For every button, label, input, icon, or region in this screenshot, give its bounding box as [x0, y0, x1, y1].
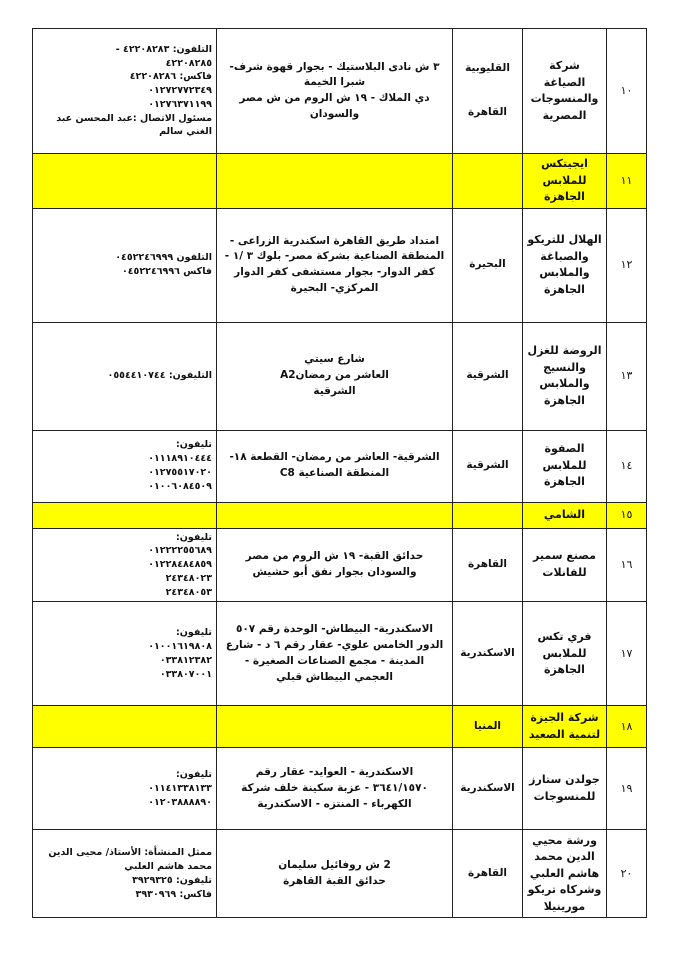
address	[217, 502, 453, 528]
phone-info-line: ٠١٢٠٣٨٨٨٨٩٠	[148, 796, 212, 808]
row-number: ١٩	[607, 748, 647, 830]
phone-info	[33, 528, 217, 602]
row-number: ١٧	[607, 602, 647, 706]
phone-info	[33, 748, 217, 830]
address-line: المنطقة الصناعية C8	[279, 467, 390, 479]
phone-info-line: مسئول الاتصال :عبد المحسن عبد	[56, 112, 212, 124]
phone-info-line: ٢٤٣٤٨٠٥٣	[165, 586, 212, 598]
phone-info-line: التليفون: ٠٥٥٤٤١٠٧٤٤	[107, 370, 212, 382]
company-name: الهلال للتريكو والصباغة والملابس الجاهزة	[523, 208, 607, 322]
phone-info	[33, 154, 217, 209]
address	[217, 748, 453, 830]
company-name: الشامي	[523, 502, 607, 528]
phone-info-line: ٠١٢٢٨٤٨٤٨٥٩	[148, 559, 212, 571]
governorate	[453, 322, 523, 430]
governorate-line: المنيا	[473, 719, 502, 732]
table-row	[33, 528, 647, 602]
address-line: كفر الدوار- بجوار مستشفى كفر الدوار	[234, 266, 435, 278]
governorate-line: القاهرة	[467, 558, 508, 571]
governorate	[453, 154, 523, 209]
address-line: 2 ش روفائيل سليمان	[278, 859, 391, 872]
phone-info-line: ٠١٢٢٢٢٥٥٦٨٩	[148, 545, 212, 557]
governorate	[453, 706, 523, 748]
table-row	[33, 830, 647, 918]
phone-info	[33, 29, 217, 154]
row-number: ١٢	[607, 208, 647, 322]
row-number: ١٥	[607, 502, 647, 528]
table-row	[33, 154, 647, 209]
address	[217, 154, 453, 209]
address	[217, 602, 453, 706]
governorate	[453, 208, 523, 322]
phone-info	[33, 430, 217, 502]
company-name: شركة الصياغة والمنسوجات المصرية	[523, 29, 607, 154]
address-line: الكهرباء - المنتزه - الاسكندرية	[257, 797, 412, 810]
phone-info-line: ٠١١٤١٣٣٨١٣٣	[148, 782, 212, 794]
governorate-line: القليوبية	[465, 62, 510, 75]
governorate-line: الشرقية	[466, 369, 509, 382]
address-line: الاسكندرية - العوايد- عقار رقم	[255, 766, 414, 779]
address-line: الشرقية- العاشر من رمضان- القطعة ١٨-	[229, 451, 440, 464]
phone-info-line: ممثل المنشأة: الأستاذ/ محيى الدين	[48, 847, 212, 859]
phone-info	[33, 706, 217, 748]
row-number: ١٠	[607, 29, 647, 154]
table-row	[33, 29, 647, 154]
phone-info-line: تليفون:	[175, 627, 212, 639]
address-line: والسودان بجوار نفق أبو حشيش	[252, 565, 417, 578]
company-name: جولدن ستارز للمنسوجات	[523, 748, 607, 830]
address-line: حدائق القبة- ١٩ ش الروم من مصر	[245, 550, 424, 563]
address-line: شبرا الخيمة	[303, 76, 366, 89]
phone-info-line: محمد هاشم العلبي	[124, 861, 212, 873]
phone-info-line: ٠١١١٨٩١٠٤٤٤	[148, 453, 212, 465]
phone-info-line: تليفون:	[175, 531, 212, 543]
address	[217, 830, 453, 918]
phone-info-line: ٠٣٣٨٠٧٠٠١	[159, 668, 212, 680]
row-number: ١٣	[607, 322, 647, 430]
governorate	[453, 430, 523, 502]
governorate	[453, 830, 523, 918]
company-name: ورشة محيي الدين محمد هاشم العلبي وشركاه تريكو مورينيلا	[523, 830, 607, 918]
table-row	[33, 748, 647, 830]
phone-info-line: ٠١٠٠١٦١٩٨٠٨	[148, 641, 212, 653]
company-name: فري تكس للملابس الجاهزة	[523, 602, 607, 706]
phone-info-line: تليفون:	[175, 439, 212, 451]
phone-info	[33, 602, 217, 706]
table-row	[33, 706, 647, 748]
phone-info-line: فاكس: ٣٩٣٠٩٦٩	[135, 888, 212, 900]
governorate-line: القاهرة	[467, 866, 508, 879]
phone-info-line: فاكس: ٤٢٢٠٨٢٨٦	[129, 71, 212, 83]
phone-info-line: ٠٣٣٨١٢٣٨٢	[159, 654, 212, 666]
governorate	[453, 502, 523, 528]
address-line: الدور الخامس علوي- عقار رقم ٦ د - شارع	[225, 639, 444, 652]
phone-info-line: التلفون ٠٤٥٢٢٤٦٩٩٩	[115, 252, 212, 264]
table-row	[33, 208, 647, 322]
address-line: حدائق القبة القاهرة	[283, 874, 386, 887]
phone-info	[33, 208, 217, 322]
company-name: الروضة للغزل والنسيج والملابس الجاهزة	[523, 322, 607, 430]
address-line: امتداد طريق القاهرة اسكندرية الزراعى -	[229, 234, 440, 247]
phone-info-line: تليفون:	[175, 769, 212, 781]
governorate-line: الاسكندرية	[460, 646, 515, 659]
table-row	[33, 602, 647, 706]
address	[217, 430, 453, 502]
phone-info-line: ٠١٢٧٢٧٧٢٣٤٩	[148, 85, 212, 97]
address-line: المنطقة الصناعية بشركة مصر- بلوك ٣ /١ -	[224, 250, 445, 263]
address-line: الشرقية	[313, 384, 356, 397]
phone-info-line: فاكس ٠٤٥٢٢٤٦٩٩٦	[121, 266, 212, 277]
row-number: ١٨	[607, 706, 647, 748]
phone-info-line: التلفون: ٤٢٢٠٨٢٨٣ -	[115, 43, 212, 55]
table-row	[33, 322, 647, 430]
company-name: ايجيتكس للملابس الجاهزة	[523, 154, 607, 209]
phone-info-line: ٠١٢٧٦٣٧١١٩٩	[148, 98, 212, 110]
phone-info	[33, 322, 217, 430]
address	[217, 208, 453, 322]
company-name: شركة الجيزة لتنمية الصعيد	[523, 706, 607, 748]
address-line: المركزي- البحيرة	[290, 281, 379, 294]
phone-info	[33, 502, 217, 528]
address-line: الاسكندرية- البيطاش- الوحدة رقم ٥٠٧	[235, 623, 433, 636]
governorate-line: البحيرة	[469, 258, 506, 271]
address-line: العاشر من رمضانA2	[280, 369, 389, 382]
phone-info-line: ٤٢٢٠٨٢٨٥	[165, 57, 212, 69]
governorate	[453, 748, 523, 830]
phone-info-line: ٠١٢٧٥٥١٧٠٢٠	[148, 467, 212, 478]
table-row	[33, 430, 647, 502]
phone-info	[33, 830, 217, 918]
address-line: ٣٦٤١/١٥٧٠ - عزبة سكينة خلف شركة	[241, 781, 428, 794]
company-name: مصنع سمير للفانلات	[523, 528, 607, 602]
governorate	[453, 528, 523, 602]
company-name: الصفوة للملابس الجاهزة	[523, 430, 607, 502]
address	[217, 528, 453, 602]
table-row	[33, 502, 647, 528]
phone-info-line: ٢٤٣٤٨٠٢٣	[165, 572, 212, 584]
address-line: دي الملاك - ١٩ ش الروم من ش مصر	[239, 92, 430, 104]
phone-info-line: الغني سالم	[159, 126, 212, 138]
phone-info-line: ٠١٠٠٦٠٨٤٥٠٩	[148, 480, 212, 492]
governorate-line: الشرقية	[466, 459, 509, 472]
address-line: ٣ ش نادى البلاستيك - بجوار قهوة شرف-	[229, 60, 440, 73]
address	[217, 322, 453, 430]
address-line: شارع سيتي	[304, 353, 365, 366]
row-number: ١٦	[607, 528, 647, 602]
governorate-line: القاهرة	[467, 106, 508, 118]
address-line: والسودان	[309, 107, 360, 120]
address-line: المدينة - مجمع الصناعات الصغيرة -	[244, 654, 425, 667]
companies-table	[32, 28, 647, 918]
governorate	[453, 29, 523, 154]
address	[217, 29, 453, 154]
address	[217, 706, 453, 748]
phone-info-line: تليفون: ٣٩٢٩٣٢٥	[132, 874, 212, 886]
row-number: ١٤	[607, 430, 647, 502]
address-line: العجمي البيطاش قبلي	[276, 670, 393, 683]
governorate-line: الاسكندرية	[460, 781, 515, 794]
row-number: ٢٠	[607, 830, 647, 918]
row-number: ١١	[607, 154, 647, 209]
governorate	[453, 602, 523, 706]
